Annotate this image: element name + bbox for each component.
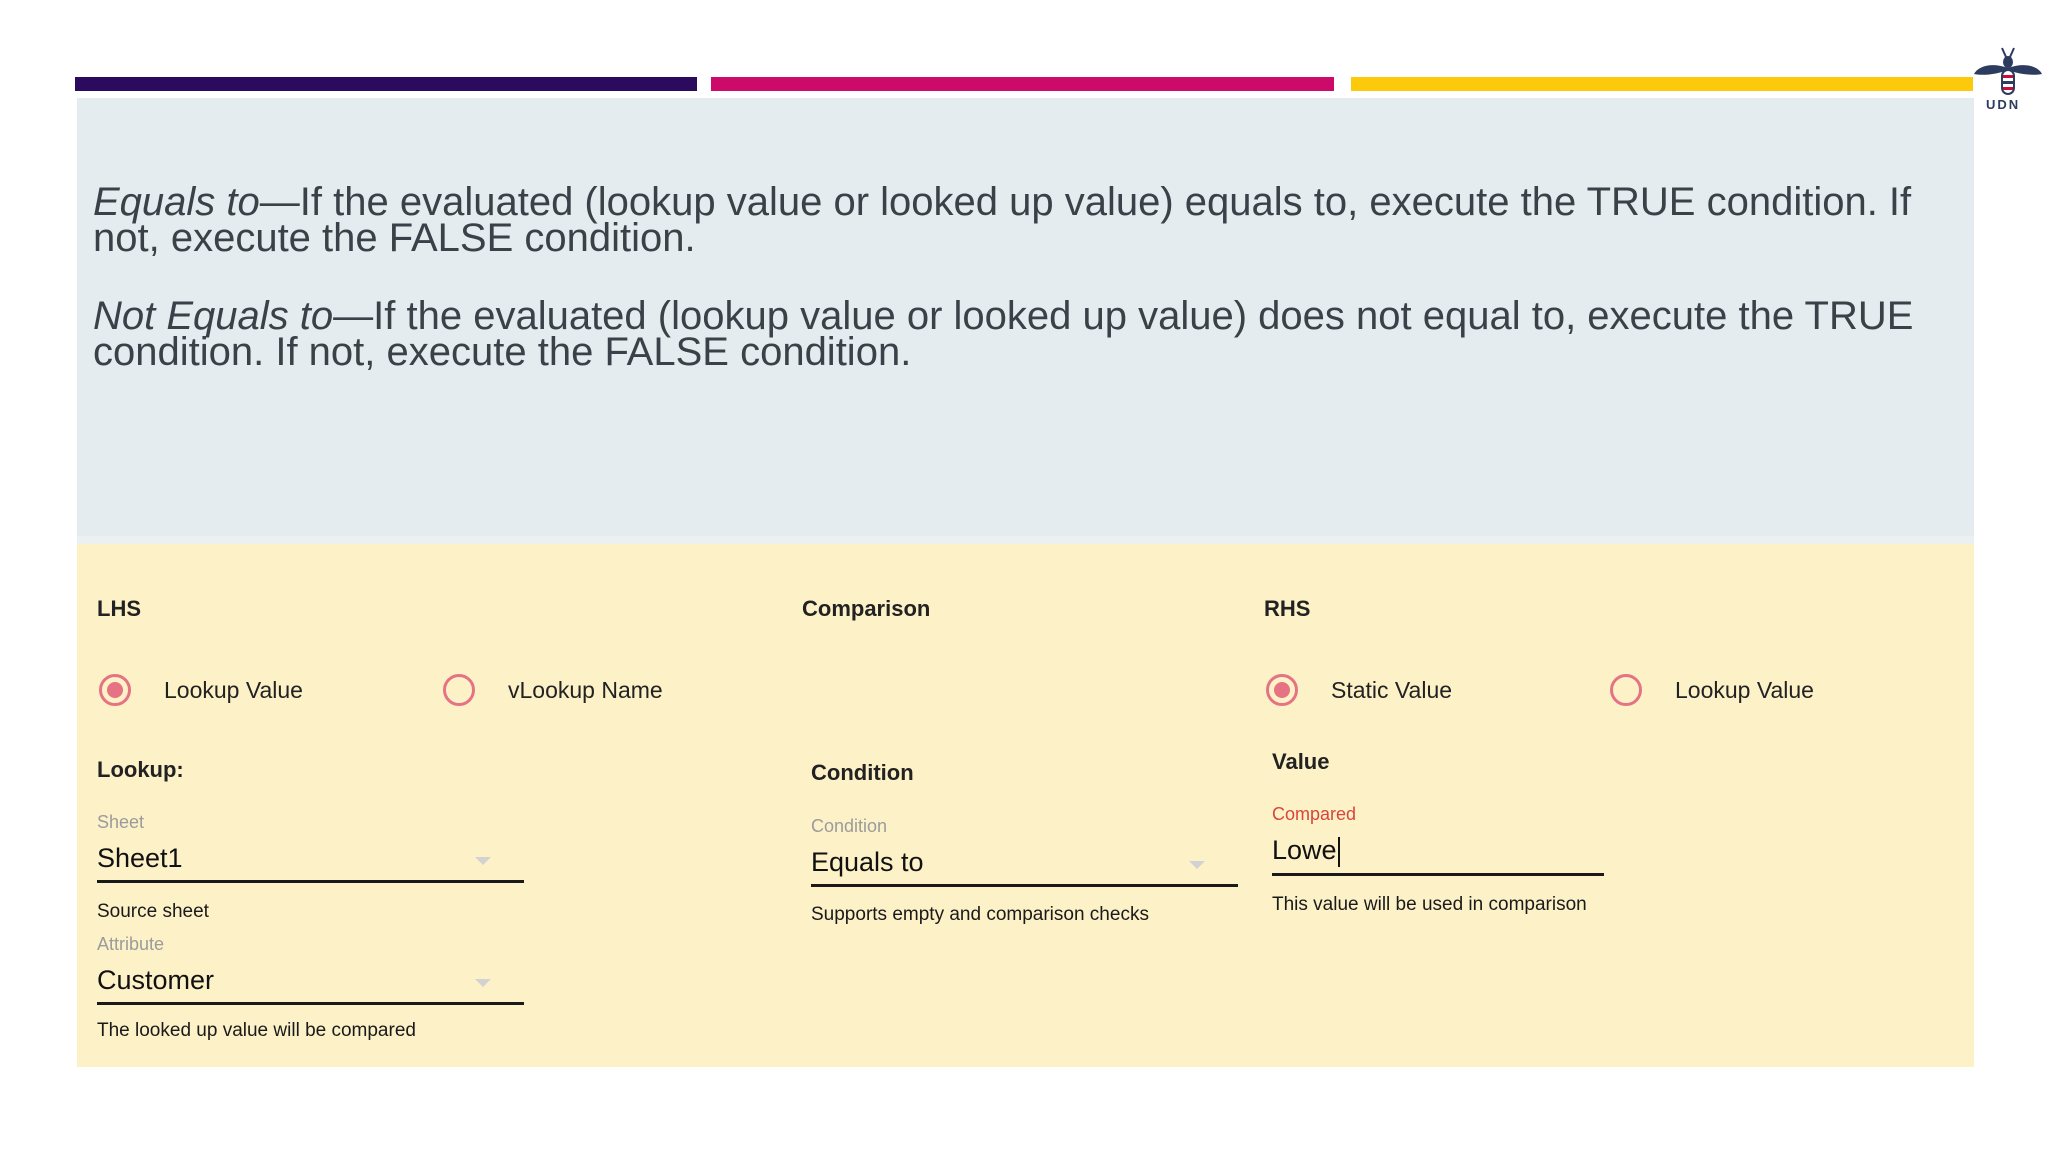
not-equals-text: —If the evaluated (lookup value or looked up value) does not equal to, execute the TRUE condition. If not, execute the FALSE condition. — [93, 294, 1914, 374]
compared-underline — [1272, 873, 1604, 876]
not-equals-term: Not Equals to — [93, 294, 334, 338]
sheet-select[interactable] — [97, 812, 524, 883]
lhs-heading: LHS — [97, 596, 141, 621]
rhs-radio-static-value[interactable] — [1266, 674, 1452, 706]
lhs-radio-lookup-value[interactable] — [99, 674, 303, 706]
condition-label: Condition — [811, 816, 888, 836]
sheet-help-text: Source sheet — [97, 901, 209, 922]
sheet-help — [97, 901, 209, 923]
dropdown-arrow-icon[interactable] — [475, 857, 491, 865]
sheet-value[interactable]: Sheet1 — [97, 843, 183, 873]
equals-text: —If the evaluated (lookup value or looked up value) equals to, execute the TRUE condition. If not, execute the FALSE condition. — [93, 180, 1912, 260]
condition-section-label: Condition — [811, 760, 914, 785]
condition-help — [811, 904, 1149, 926]
attribute-value[interactable]: Customer — [97, 965, 215, 995]
radio-label: Lookup Value — [164, 676, 303, 703]
panel-divider — [77, 536, 1974, 544]
sheet-underline — [97, 880, 524, 883]
equals-term: Equals to — [93, 180, 260, 224]
condition-underline — [811, 884, 1238, 887]
lhs-radio-vlookup-name[interactable] — [443, 674, 663, 706]
radio-unselected-icon[interactable] — [443, 674, 475, 706]
accent-bar-magenta — [711, 77, 1334, 91]
sheet-label: Sheet — [97, 812, 145, 832]
not-equals-description — [93, 294, 1963, 374]
condition-help-text: Supports empty and comparison checks — [811, 904, 1149, 925]
accent-bar-yellow — [1351, 77, 1973, 91]
value-section-label: Value — [1272, 749, 1330, 774]
compared-help-text: This value will be used in comparison — [1272, 894, 1587, 915]
accent-bar-purple — [75, 77, 697, 91]
attribute-help-text: The looked up value will be compared — [97, 1020, 416, 1041]
comparison-heading: Comparison — [802, 596, 931, 621]
condition-form — [77, 544, 1974, 1067]
radio-label: Lookup Value — [1675, 676, 1814, 703]
text-caret — [1338, 837, 1340, 867]
compared-value-wrap[interactable] — [1272, 835, 1604, 867]
compared-input[interactable] — [1272, 804, 1604, 876]
attribute-help — [97, 1020, 416, 1042]
radio-selected-icon[interactable] — [99, 674, 131, 706]
condition-select[interactable] — [811, 816, 1238, 887]
equals-description — [93, 180, 1963, 260]
radio-label: vLookup Name — [508, 676, 663, 703]
lookup-section-label: Lookup: — [97, 757, 184, 782]
radio-selected-icon[interactable] — [1266, 674, 1298, 706]
attribute-underline — [97, 1002, 524, 1005]
compared-value[interactable]: Lowe — [1272, 835, 1337, 865]
attribute-select[interactable] — [97, 934, 524, 1005]
radio-label: Static Value — [1331, 676, 1453, 703]
logo-text: UDN — [1986, 97, 2021, 112]
dropdown-arrow-icon[interactable] — [475, 979, 491, 987]
compared-help — [1272, 894, 1587, 916]
dropdown-arrow-icon[interactable] — [1189, 861, 1205, 869]
attribute-label: Attribute — [97, 934, 165, 954]
compared-label: Compared — [1272, 804, 1357, 824]
condition-value[interactable]: Equals to — [811, 847, 924, 877]
description-panel — [77, 98, 1974, 536]
rhs-heading: RHS — [1264, 596, 1311, 621]
radio-unselected-icon[interactable] — [1610, 674, 1642, 706]
rhs-radio-lookup-value[interactable] — [1610, 674, 1814, 706]
